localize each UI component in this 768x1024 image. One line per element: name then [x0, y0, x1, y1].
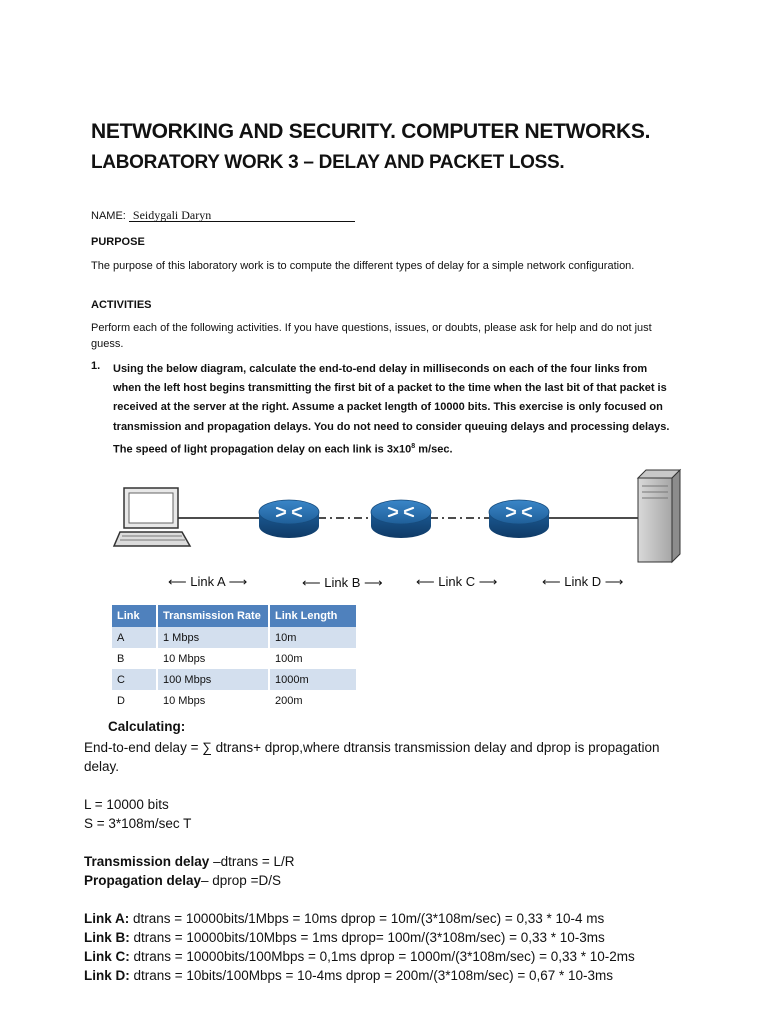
table-cell: 10 Mbps — [157, 690, 269, 711]
link-a-label: ⟵ Link A ⟶ — [168, 574, 248, 589]
router-icon — [371, 500, 431, 538]
calc-link-a: Link A: dtrans = 10000bits/1Mbps = 10ms dprop = 10m/(3*108m/sec) = 0,33 * 10-4 ms — [84, 911, 605, 926]
link-table — [112, 605, 358, 711]
question1-line: received at the server at the right. Assume a packet length of 10000 bits. This exercise is only focused on — [113, 401, 663, 414]
purpose-text: The purpose of this laboratory work is to compute the different types of delay for a simple network configuration. — [91, 260, 635, 272]
activities-intro-line1: Perform each of the following activities. If you have questions, issues, or doubts, please ask for help and do not just — [91, 322, 652, 334]
table-cell: B — [112, 648, 157, 669]
table-cell: 1 Mbps — [157, 627, 269, 648]
calc-link-b: Link B: dtrans = 10000bits/10Mbps = 1ms dprop= 100m/(3*108m/sec) = 0,33 * 10-3ms — [84, 930, 605, 945]
table-row — [112, 648, 357, 669]
table-cell: 10m — [269, 627, 357, 648]
table-row — [112, 669, 357, 690]
activities-heading: ACTIVITIES — [91, 299, 152, 311]
name-value: Seidygali Daryn — [129, 209, 355, 222]
router-icon — [489, 500, 549, 538]
question1-text — [113, 360, 683, 460]
table-cell: 1000m — [269, 669, 357, 690]
table-row — [112, 690, 357, 711]
table-header-cell: Transmission Rate — [157, 605, 269, 627]
question1-line: Using the below diagram, calculate the end-to-end delay in milliseconds on each of the four links from — [113, 363, 648, 375]
question1-line: transmission and propagation delays. You do not need to consider queuing delays and processing delays. — [113, 420, 670, 433]
calc-line2: delay. — [84, 759, 120, 774]
calc-speed: S = 3*108m/sec T — [84, 816, 192, 831]
table-cell: C — [112, 669, 157, 690]
calc-link-c: Link C: dtrans = 10000bits/100Mbps = 0,1ms dprop = 1000m/(3*108m/sec) = 0,33 * 10-2ms — [84, 949, 635, 964]
server-icon — [638, 470, 680, 562]
table-cell: A — [112, 627, 157, 648]
calc-line1: End-to-end delay = ∑ dtrans+ dprop,where dtransis transmission delay and dprop is propagation — [84, 740, 660, 755]
link-c-label: ⟵ Link C ⟶ — [416, 574, 498, 589]
table-cell: 200m — [269, 690, 357, 711]
calc-prop-delay: Propagation delay– dprop =D/S — [84, 873, 281, 888]
question1-line: when the left host begins transmitting the first bit of a packet to the time when the last bit of that packet is — [113, 382, 667, 395]
name-label: NAME: — [91, 210, 126, 222]
document-title-line1: NETWORKING AND SECURITY. COMPUTER NETWORKS. — [91, 120, 651, 143]
name-row — [91, 209, 355, 222]
activities-intro-line2: guess. — [91, 338, 124, 350]
table-cell: D — [112, 690, 157, 711]
purpose-heading: PURPOSE — [91, 236, 145, 248]
router-icon — [259, 500, 319, 538]
calc-heading: Calculating: — [108, 719, 186, 734]
question1-line-last: The speed of light propagation delay on each link is $3x10^8$ m/sec. — [113, 442, 453, 456]
table-header-row — [112, 605, 357, 627]
link-d-label: ⟵ Link D ⟶ — [542, 574, 624, 589]
table-cell: 100 Mbps — [157, 669, 269, 690]
document-title-line2: LABORATORY WORK 3 – DELAY AND PACKET LOSS. — [91, 152, 565, 173]
calc-length: L = 10000 bits — [84, 797, 169, 812]
calc-link-d: Link D: dtrans = 10bits/100Mbps = 10-4ms dprop = 200m/(3*108m/sec) = 0,67 * 10-3ms — [84, 968, 614, 983]
table-row — [112, 627, 357, 648]
calc-trans-delay: Transmission delay –dtrans = L/R — [84, 854, 295, 869]
table-cell: 10 Mbps — [157, 648, 269, 669]
table-header-cell: Link — [112, 605, 157, 627]
laptop-icon — [114, 488, 190, 546]
table-cell: 100m — [269, 648, 357, 669]
link-b-label: ⟵ Link B ⟶ — [302, 575, 383, 590]
question1-number: 1. — [91, 360, 101, 372]
table-header-cell: Link Length — [269, 605, 357, 627]
